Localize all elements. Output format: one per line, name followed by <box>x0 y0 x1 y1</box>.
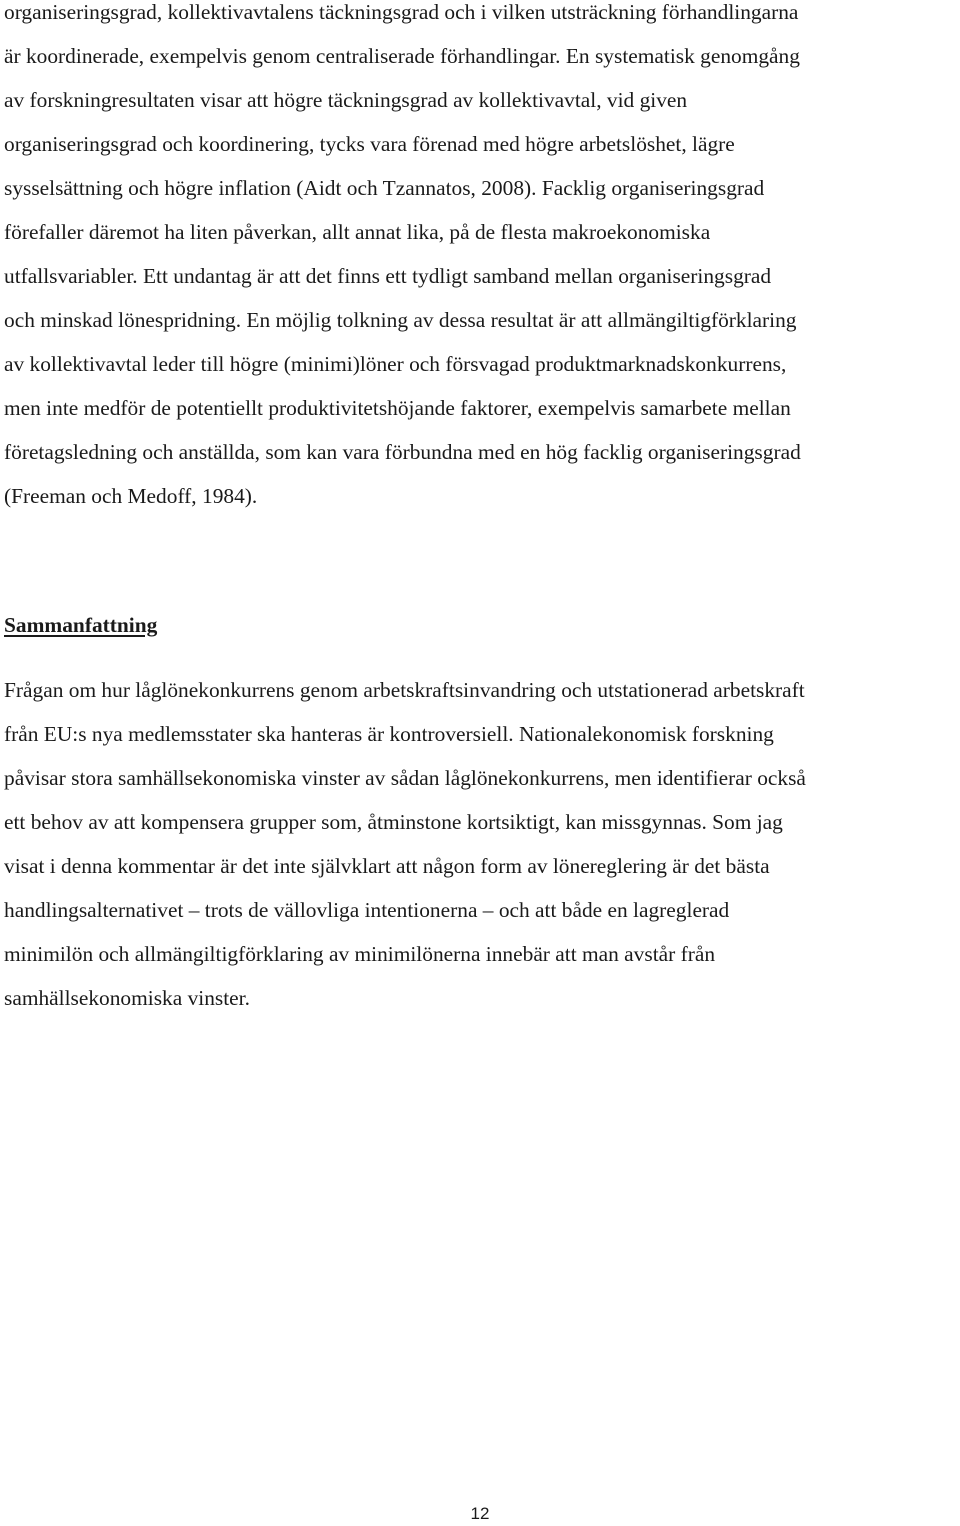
text-line: organiseringsgrad, kollektivavtalens täckningsgrad och i vilken utsträckning förhandlingarna <box>4 0 799 24</box>
body-paragraph <box>4 0 956 518</box>
text-line: av kollektivavtal leder till högre (minimi)löner och försvagad produktmarknadskonkurrens, <box>4 352 787 376</box>
text-line: från EU:s nya medlemsstater ska hanteras är kontroversiell. Nationalekonomisk forskning <box>4 722 774 746</box>
text-line: handlingsalternativet – trots de vällovliga intentionerna – och att både en lagreglerad <box>4 898 730 922</box>
text-line: utfallsvariabler. Ett undantag är att det finns ett tydligt samband mellan organiseringsgrad <box>4 264 772 288</box>
text-line: minimilön och allmängiltigförklaring av minimilönerna innebär att man avstår från <box>4 942 716 966</box>
text-line: av forskningresultaten visar att högre täckningsgrad av kollektivavtal, vid given <box>4 88 688 112</box>
text-line: påvisar stora samhällsekonomiska vinster av sådan låglönekonkurrens, men identifierar också <box>4 766 806 790</box>
text-line: men inte medför de potentiellt produktivitetshöjande faktorer, exempelvis samarbete mellan <box>4 396 791 420</box>
text-line: är koordinerade, exempelvis genom centraliserade förhandlingar. En systematisk genomgång <box>4 44 800 68</box>
text-line: organiseringsgrad och koordinering, tycks vara förenad med högre arbetslöshet, lägre <box>4 132 735 156</box>
text-line: visat i denna kommentar är det inte självklart att någon form av lönereglering är det bästa <box>4 854 770 878</box>
text-line: förefaller däremot ha liten påverkan, allt annat lika, på de flesta makroekonomiska <box>4 220 711 244</box>
text-line: sysselsättning och högre inflation (Aidt och Tzannatos, 2008). Facklig organiseringsgrad <box>4 176 765 200</box>
text-line: ett behov av att kompensera grupper som, åtminstone kortsiktigt, kan missgynnas. Som jag <box>4 810 783 834</box>
page-number: 12 <box>470 1504 490 1523</box>
summary-paragraph <box>4 668 956 1020</box>
text-line: Frågan om hur låglönekonkurrens genom arbetskraftsinvandring och utstationerad arbetskraft <box>4 678 805 702</box>
text-line: och minskad lönespridning. En möjlig tolkning av dessa resultat är att allmängiltigförklaring <box>4 308 797 332</box>
text-line: (Freeman och Medoff, 1984). <box>4 484 258 508</box>
section-heading: Sammanfattning <box>4 613 158 637</box>
text-line: samhällsekonomiska vinster. <box>4 986 250 1010</box>
text-line: företagsledning och anställda, som kan vara förbundna med en hög facklig organiseringsgrad <box>4 440 801 464</box>
